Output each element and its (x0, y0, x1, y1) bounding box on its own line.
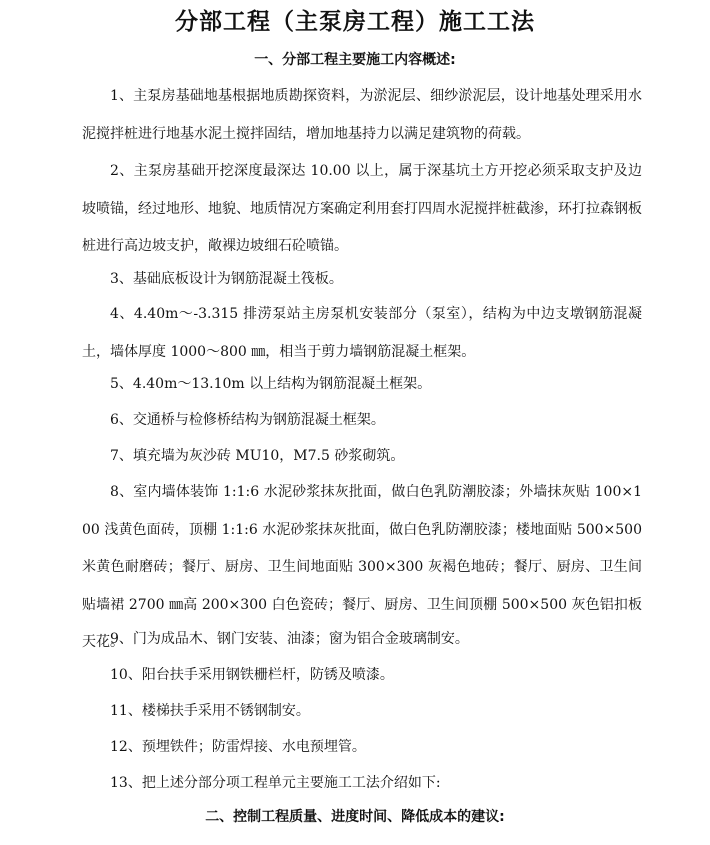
paragraph-item-4: 4、4.40m～-3.315 排涝泵站主房泵机安装部分（泵室），结构为中边支墩钢筋混凝土，墙体厚度 1000～800 ㎜，相当于剪力墙钢筋混凝土框架。 (82, 306, 642, 360)
paragraph-item-6: 6、交通桥与检修桥结构为钢筋混凝土框架。 (110, 412, 385, 428)
paragraph-item-8: 8、室内墙体装饰 1:1:6 水泥砂浆抹灰批面，做白色乳防潮胶漆；外墙抹灰贴 100×100 浅黄色面砖，顶棚 1:1:6 水泥砂浆抹灰批面，做白色乳防潮胶漆；楼地面贴 500×500 米黄色耐磨砖；餐厅、厨房、卫生间地面贴 300×300 灰褐色地砖；餐厅、厨房、卫生间贴墙裙 2700 ㎜高 200×300 白色瓷砖；餐厅、厨房、卫生间顶棚 500×500 灰色铝扣板天花。 (82, 484, 642, 650)
section-heading-2: 二、控制工程质量、进度时间、降低成本的建议: (205, 809, 505, 825)
paragraph-item-7: 7、填充墙为灰沙砖 MU10，M7.5 砂浆砌筑。 (110, 448, 405, 464)
section-heading-1: 一、分部工程主要施工内容概述: (254, 52, 456, 68)
paragraph-item-9: 9、门为成品木、钢门安装、油漆；窗为铝合金玻璃制安。 (110, 631, 469, 647)
paragraph-item-13: 13、把上述分部分项工程单元主要施工工法介绍如下: (110, 775, 441, 791)
paragraph-item-1: 1、主泵房基础地基根据地质勘探资料，为淤泥层、细纱淤泥层，设计地基处理采用水泥搅拌桩进行地基水泥土搅拌固结，增加地基持力以满足建筑物的荷载。 (82, 88, 642, 142)
paragraph-item-10: 10、阳台扶手采用钢铁栅栏杆，防锈及喷漆。 (110, 667, 394, 683)
paragraph-item-11: 11、楼梯扶手采用不锈钢制安。 (110, 703, 310, 719)
paragraph-item-5: 5、4.40m～13.10m 以上结构为钢筋混凝土框架。 (110, 376, 432, 392)
paragraph-item-12: 12、预埋铁件；防雷焊接、水电预埋管。 (110, 739, 366, 755)
paragraph-item-3: 3、基础底板设计为钢筋混凝土筏板。 (110, 271, 343, 287)
paragraph-item-2: 2、主泵房基础开挖深度最深达 10.00 以上，属于深基坑土方开挖必须采取支护及边坡喷锚，经过地形、地貌、地质情况方案确定利用套打四周水泥搅拌桩截渗，环打拉森钢板桩进行高边坡支护，敞裸边坡细石砼喷锚。 (82, 163, 642, 254)
document-title: 分部工程（主泵房工程）施工工法 (175, 9, 535, 35)
